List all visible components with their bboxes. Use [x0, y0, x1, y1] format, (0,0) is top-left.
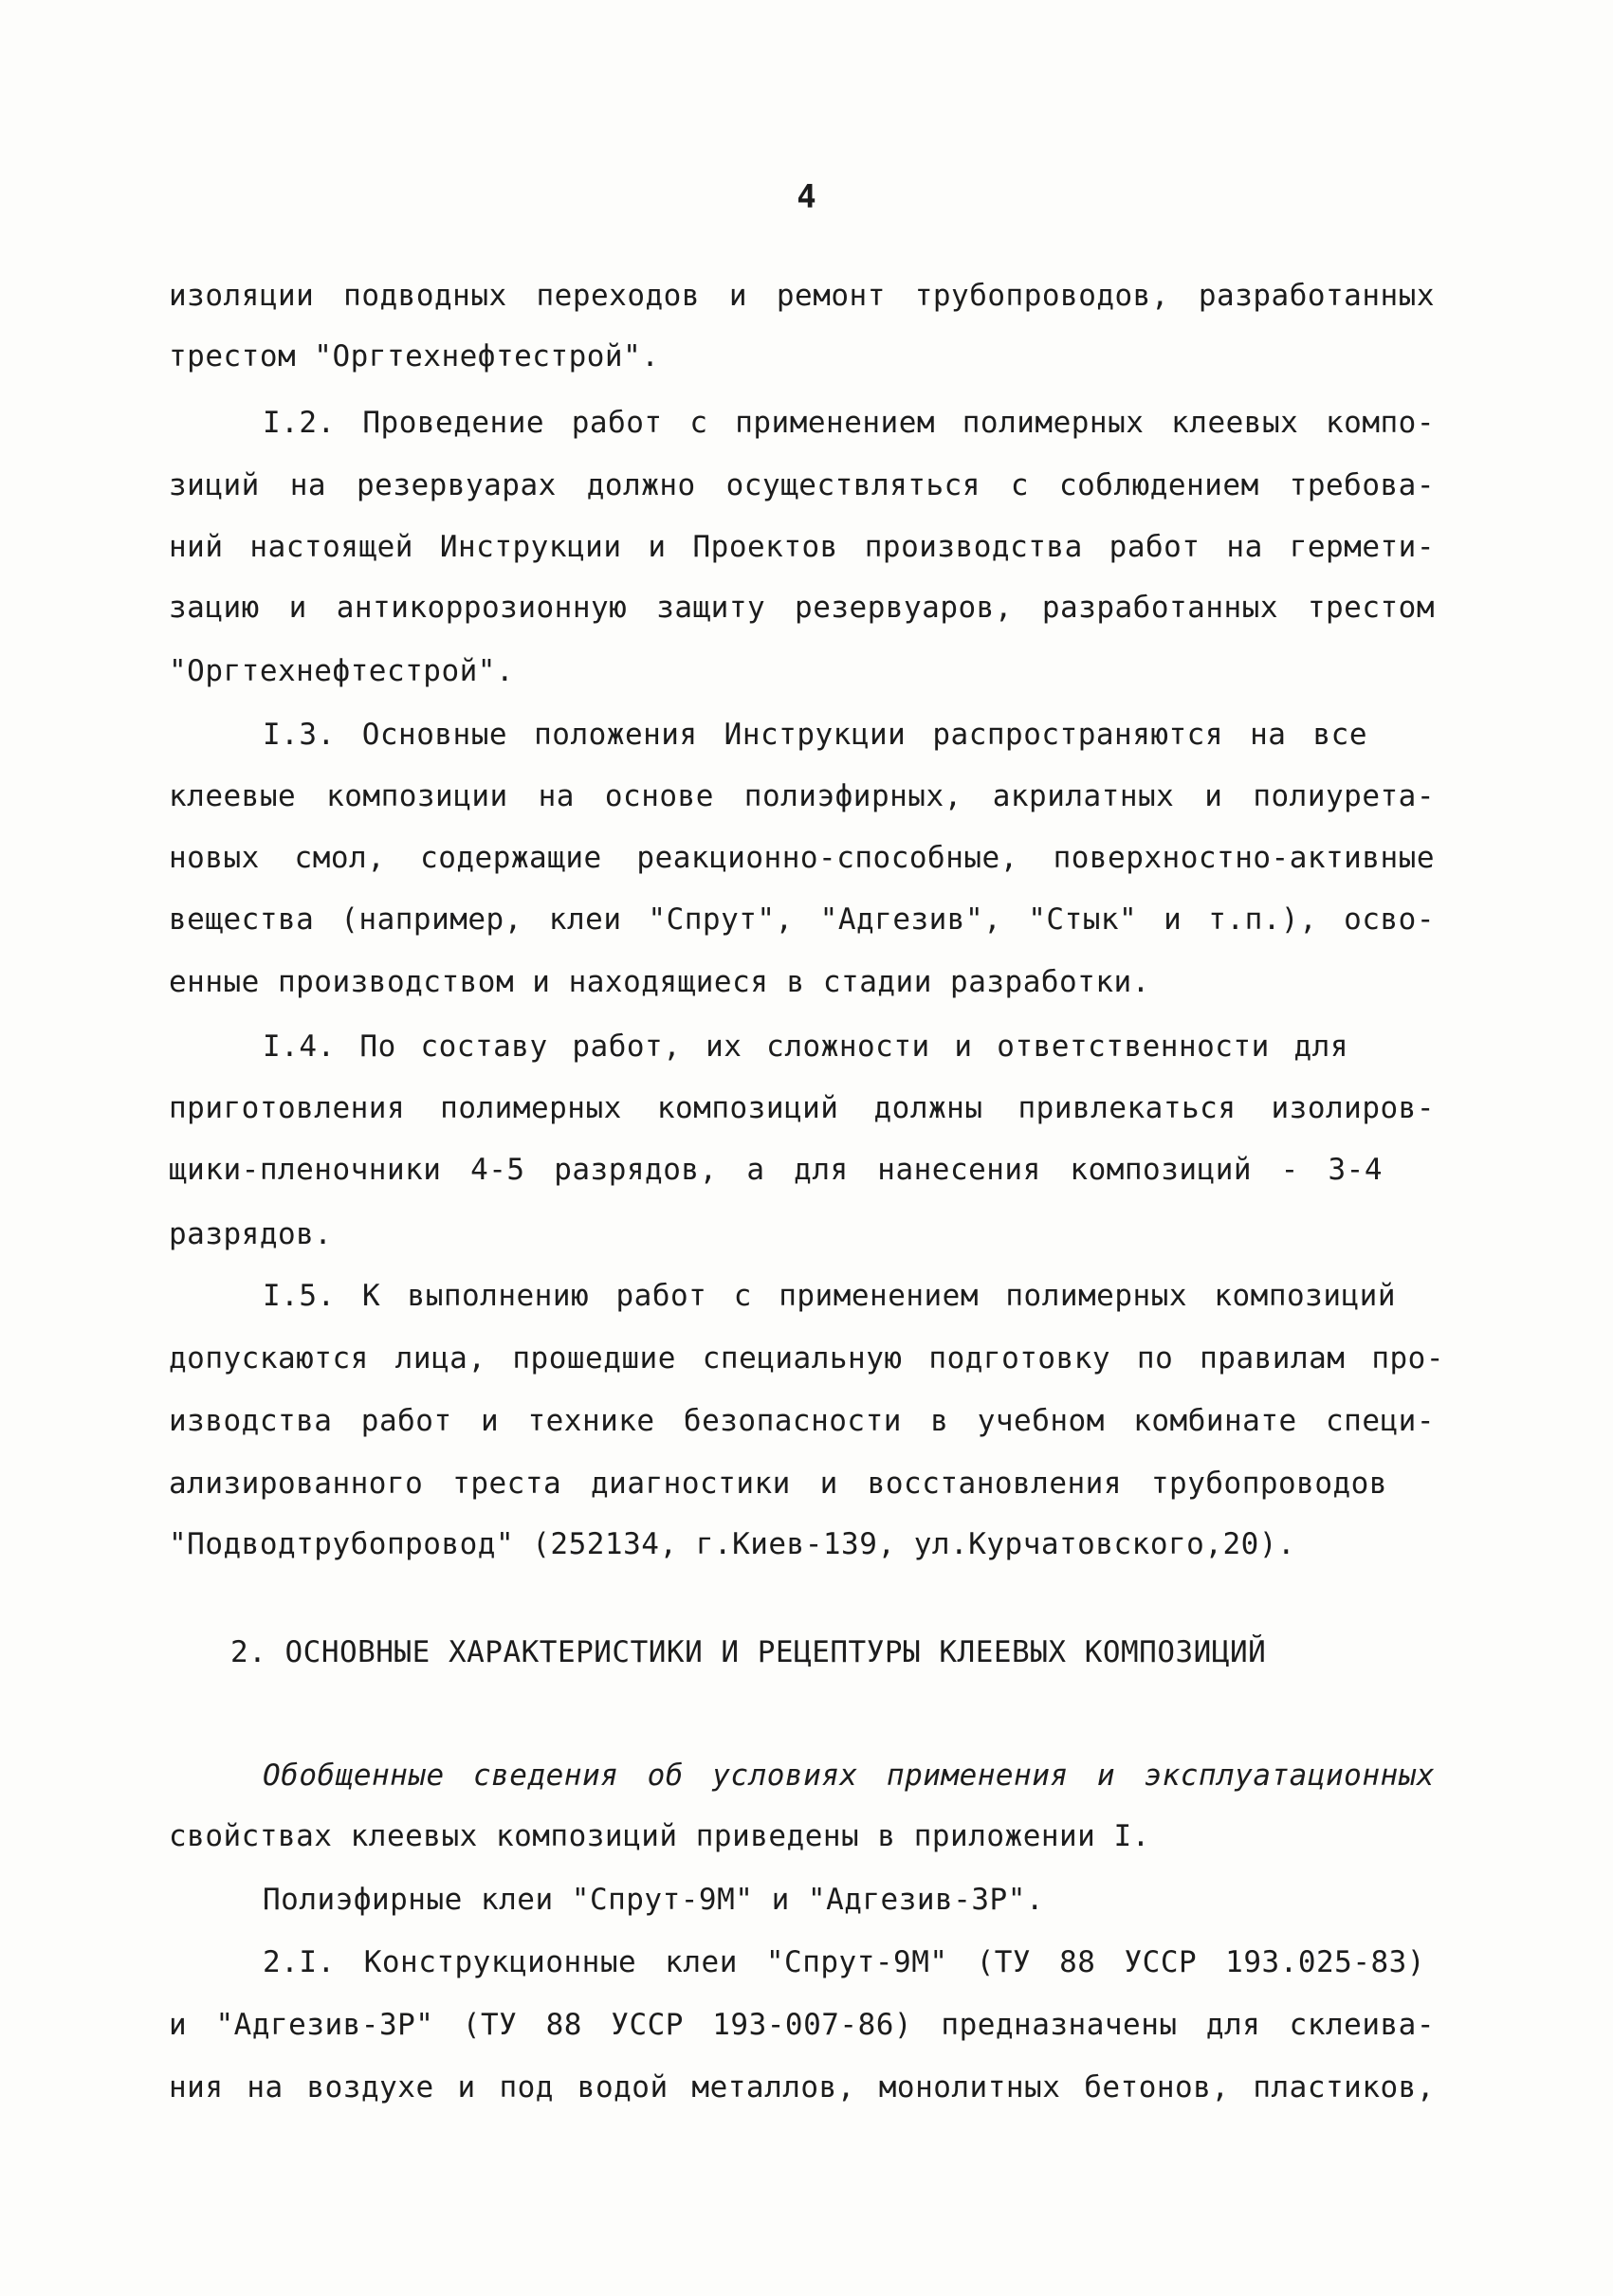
text-line: Полиэфирные клеи "Спрут-9М" и "Адгезив-3Р".: [263, 1883, 1045, 1917]
page-number: 4: [797, 178, 816, 216]
text-line: 2.I. Конструкционные клеи "Спрут-9М" (ТУ 88 УССР 193.025-83): [263, 1945, 1425, 1979]
text-line: новых смол, содержащие реакционно-способные, поверхностно-активные: [169, 841, 1435, 875]
text-line: щики-пленочники 4-5 разрядов, а для нанесения композиций - 3-4: [169, 1153, 1383, 1187]
text-line: "Подводтрубопровод" (252134, г.Киев-139, ул.Курчатовского,20).: [169, 1527, 1296, 1561]
text-line: зацию и антикоррозионную защиту резервуаров, разработанных трестом: [169, 591, 1435, 625]
text-line: приготовления полимерных композиций должны привлекаться изолиров-: [169, 1091, 1435, 1125]
text-line: I.4. По составу работ, их сложности и ответственности для: [263, 1030, 1348, 1064]
text-line: ализированного треста диагностики и восстановления трубопроводов: [169, 1467, 1387, 1501]
text-line: изоляции подводных переходов и ремонт трубопроводов, разработанных: [169, 279, 1435, 313]
text-line: допускаются лица, прошедшие специальную подготовку по правилам про-: [169, 1341, 1444, 1376]
text-line: и "Адгезив-3Р" (ТУ 88 УССР 193-007-86) предназначены для склеива-: [169, 2008, 1435, 2042]
text-line: I.5. К выполнению работ с применением полимерных композиций: [263, 1279, 1396, 1313]
text-line: свойствах клеевых композиций приведены в приложении I.: [169, 1819, 1150, 1853]
text-line: трестом "Оргтехнефтестрой".: [169, 339, 660, 374]
text-line: вещества (например, клеи "Спрут", "Адгезив", "Стык" и т.п.), осво-: [169, 902, 1435, 937]
text-line: "Оргтехнефтестрой".: [169, 654, 515, 688]
text-line: разрядов.: [169, 1217, 333, 1251]
text-line: Обобщенные сведения об условиях применения и эксплуатационных: [263, 1758, 1435, 1793]
text-line: ний настоящей Инструкции и Проектов производства работ на гермети-: [169, 530, 1435, 564]
text-line: ния на воздухе и под водой металлов, монолитных бетонов, пластиков,: [169, 2070, 1435, 2105]
text-line: изводства работ и технике безопасности в учебном комбинате специ-: [169, 1404, 1435, 1438]
section-heading: 2. ОСНОВНЫЕ ХАРАКТЕРИСТИКИ И РЕЦЕПТУРЫ КЛЕЕВЫХ КОМПОЗИЦИЙ: [230, 1635, 1267, 1669]
text-line: I.3. Основные положения Инструкции распространяются на все: [263, 718, 1367, 752]
text-line: зиций на резервуарах должно осуществляться с соблюдением требова-: [169, 468, 1435, 502]
text-line: енные производством и находящиеся в стадии разработки.: [169, 965, 1150, 999]
text-line: клеевые композиции на основе полиэфирных, акрилатных и полиурета-: [169, 779, 1435, 813]
text-line: I.2. Проведение работ с применением полимерных клеевых компо-: [263, 406, 1435, 440]
